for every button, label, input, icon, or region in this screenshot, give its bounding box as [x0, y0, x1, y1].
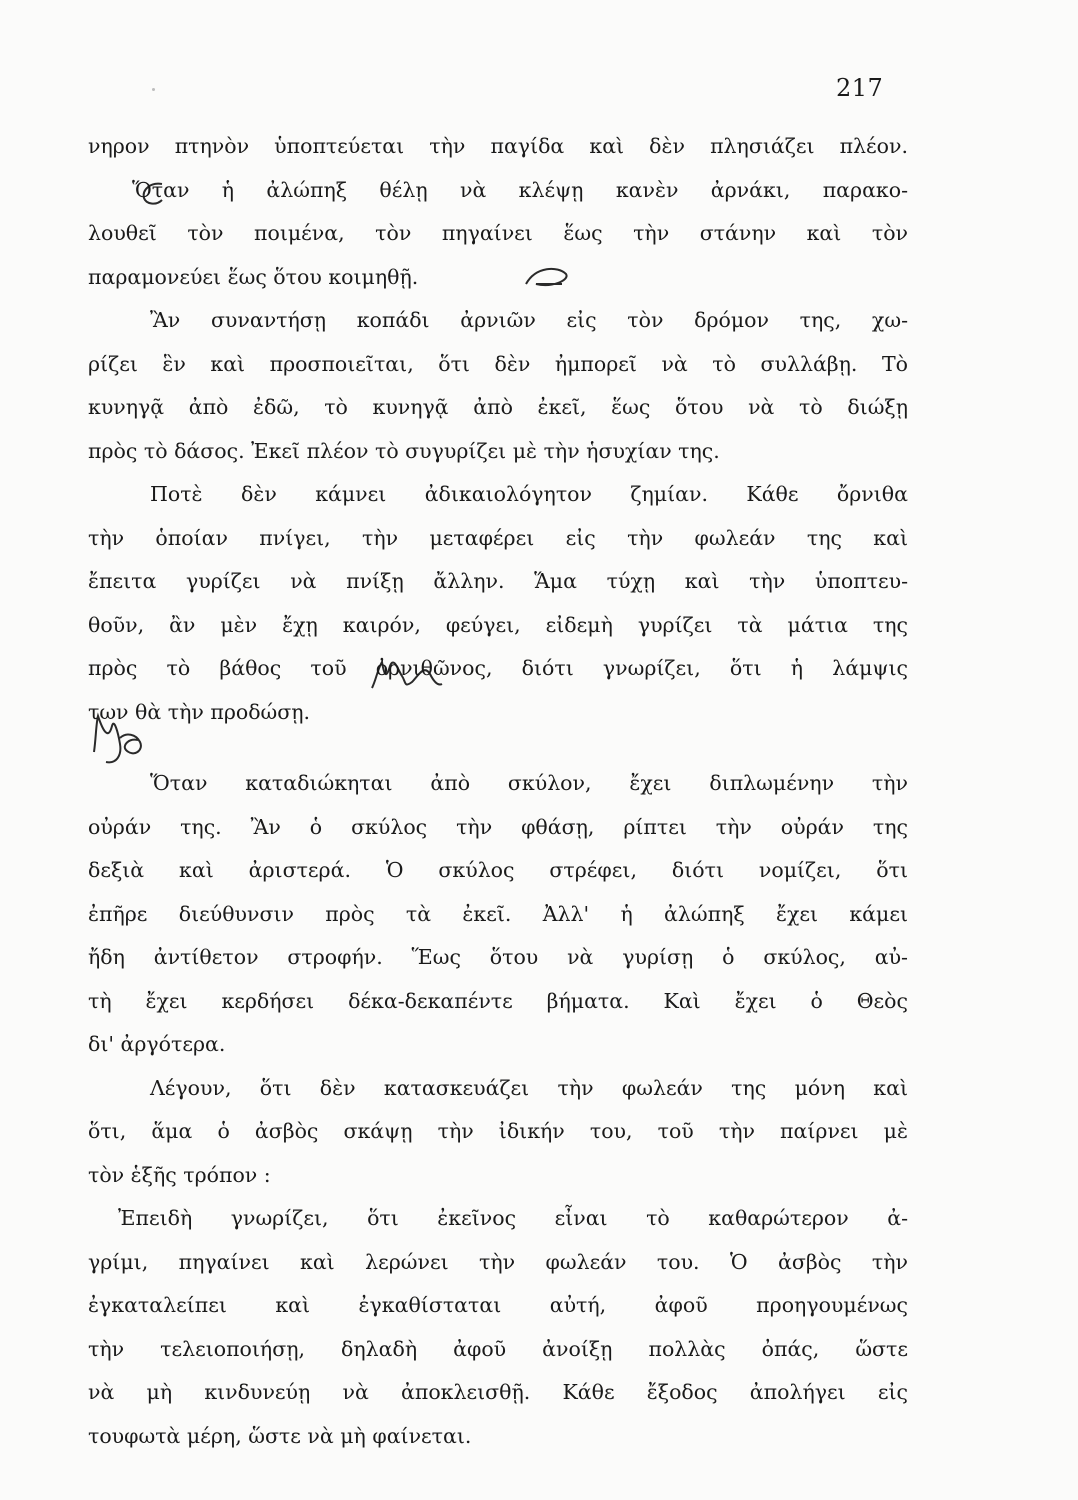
speck-mark — [152, 88, 155, 91]
text-line: τὸν ἑξῆς τρόπον : — [88, 1162, 271, 1187]
text-line: νὰ μὴ κινδυνεύῃ νὰ ἀποκλεισθῇ. Κάθε ἔξοδος ἀπολήγει εἰς — [88, 1380, 908, 1404]
text-line: ἐγκαταλείπει καὶ ἐγκαθίσταται αὐτή, ἀφοῦ προηγουμένως — [88, 1293, 908, 1317]
text-line: θοῦν, ἂν μὲν ἔχῃ καιρόν, φεύγει, εἰδεμὴ γυρίζει τὰ μάτια της — [88, 612, 908, 637]
paragraph-gap — [88, 734, 908, 762]
text-line: ἔπειτα γυρίζει νὰ πνίξῃ ἄλλην. Ἅμα τύχῃ καὶ τὴν ὑποπτευ- — [88, 569, 908, 593]
text-line: Ποτὲ δὲν κάμνει ἀδικαιολόγητον ζημίαν. Κάθε ὄρνιθα — [150, 482, 908, 506]
page-number: 217 — [836, 74, 884, 102]
text-line: τὴ ἔχει κερδήσει δέκα-δεκαπέντε βήματα. Καὶ ἔχει ὁ Θεὸς — [88, 988, 908, 1013]
body-text — [88, 125, 908, 1458]
text-line: Ὅταν καταδιώκηται ἀπὸ σκύλον, ἔχει διπλωμένην τὴν — [150, 771, 908, 795]
text-line: οὐράν της. Ἂν ὁ σκύλος τὴν φθάσῃ, ρίπτει τὴν οὐράν της — [88, 814, 908, 839]
text-line: Λέγουν, ὅτι δὲν κατασκευάζει τὴν φωλεάν της μόνη καὶ — [150, 1075, 908, 1100]
text-line: πρὸς τὸ βάθος τοῦ ὀρνιθῶνος, διότι γνωρίζει, ὅτι ἡ λάμψις — [88, 656, 908, 680]
text-line: των θὰ τὴν προδώσῃ. — [88, 699, 311, 724]
text-line: τὴν τελειοποιήσῃ, δηλαδὴ ἀφοῦ ἀνοίξῃ πολλὰς ὀπάς, ὥστε — [88, 1336, 908, 1361]
text-line: λουθεῖ τὸν ποιμένα, τὸν πηγαίνει ἕως τὴν στάνην καὶ τὸν — [88, 221, 908, 245]
text-line: τουφωτὰ μέρη, ὥστε νὰ μὴ φαίνεται. — [88, 1423, 472, 1448]
text-line: Ὅταν ἡ ἀλώπηξ θέλῃ νὰ κλέψῃ κανὲν ἀρνάκι, παρακο- — [132, 177, 908, 202]
text-line: δι' ἀργότερα. — [88, 1032, 226, 1056]
text-line: κυνηγᾷ ἀπὸ ἐδῶ, τὸ κυνηγᾷ ἀπὸ ἐκεῖ, ἕως ὅτου νὰ τὸ διώξῃ — [88, 395, 908, 419]
text-line: τὴν ὁποίαν πνίγει, τὴν μεταφέρει εἰς τὴν φωλεάν της καὶ — [88, 525, 908, 550]
text-line: νηρον πτηνὸν ὑποπτεύεται τὴν παγίδα καὶ δὲν πλησιάζει πλέον. — [88, 134, 908, 158]
text-line: ρίζει ἓν καὶ προσποιεῖται, ὅτι δὲν ἠμπορεῖ νὰ τὸ συλλάβῃ. Τὸ — [88, 351, 908, 376]
text-line: παραμονεύει ἕως ὅτου κοιμηθῇ. — [88, 264, 419, 289]
text-line: πρὸς τὸ δάσος. Ἐκεῖ πλέον τὸ συγυρίζει μὲ τὴν ἡσυχίαν της. — [88, 438, 720, 463]
text-line: Ἂν συναντήσῃ κοπάδι ἀρνιῶν εἰς τὸν δρόμον της, χω- — [150, 308, 908, 332]
text-line: ἐπῆρε διεύθυνσιν πρὸς τὰ ἐκεῖ. Ἀλλ' ἡ ἀλώπηξ ἔχει κάμει — [88, 901, 908, 926]
text-line: ὅτι, ἅμα ὁ ἀσβὸς σκάψῃ τὴν ἰδικήν του, τοῦ τὴν παίρνει μὲ — [88, 1119, 908, 1143]
text-line: Ἐπειδὴ γνωρίζει, ὅτι ἐκεῖνος εἶναι τὸ καθαρώτερον ἀ- — [118, 1206, 908, 1230]
text-line: ἤδη ἀντίθετον στροφήν. Ἕως ὅτου νὰ γυρίσῃ ὁ σκύλος, αὐ- — [88, 945, 908, 969]
text-line: δεξιὰ καὶ ἀριστερά. Ὁ σκύλος στρέφει, διότι νομίζει, ὅτι — [88, 858, 908, 882]
text-line: γρίμι, πηγαίνει καὶ λερώνει τὴν φωλεάν του. Ὁ ἀσβὸς τὴν — [88, 1249, 908, 1274]
